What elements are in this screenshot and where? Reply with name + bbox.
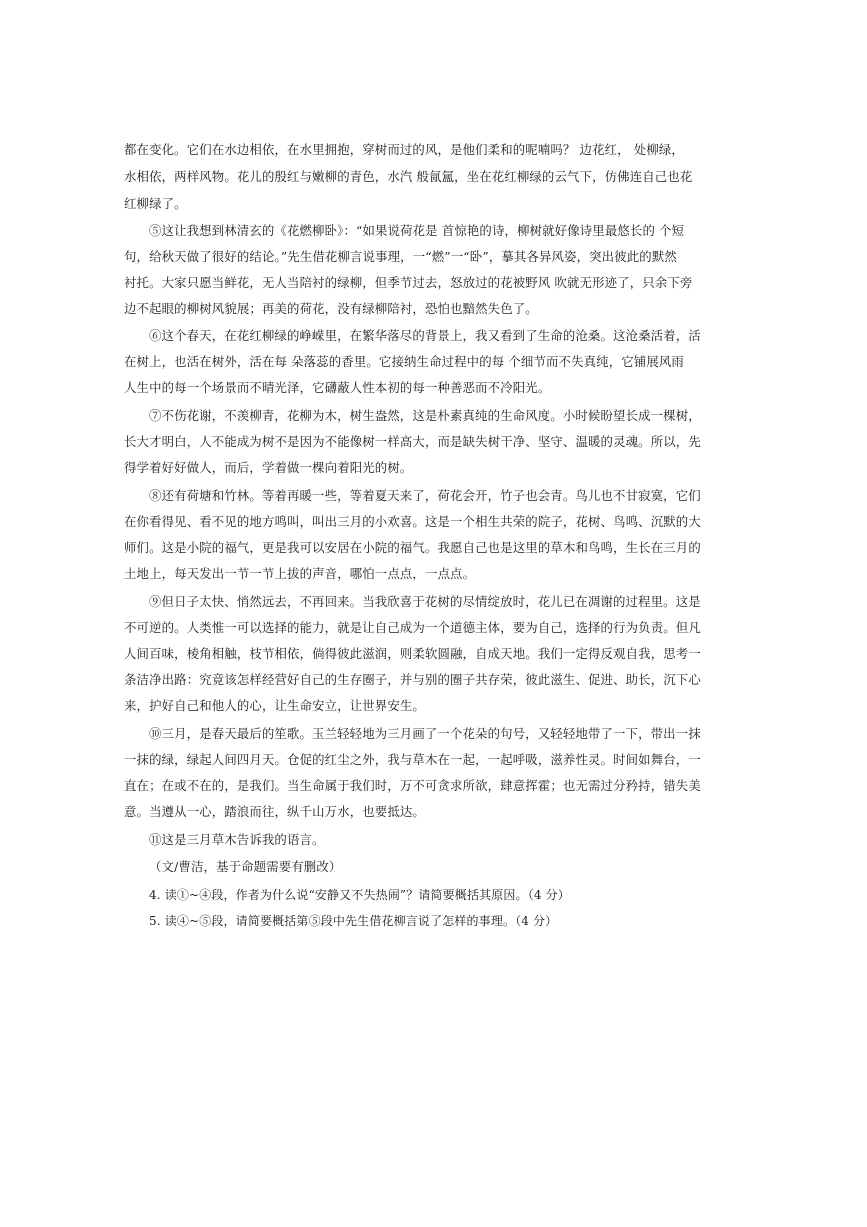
- passage-line: 人生中的每一个场景而不晴光泽，它礴蔽人性本初的每一种善恶而不冷阳光。: [124, 380, 551, 395]
- paragraph-10-line: ⑩三月，是春天最后的笙歌。玉兰轻轻地为三月画了一个花朵的句号，又轻轻地带了一下，带出一抹: [149, 726, 701, 741]
- passage-line: 来，护好自己和他人的心，让生命安立，让世界安生。: [124, 698, 425, 713]
- paragraph-5-line: ⑤这让我想到林清玄的《花燃柳卧》：“如果说荷花是 首惊艳的诗，柳树就好像诗里最悠长的 个短: [149, 223, 685, 238]
- passage-line: 意。当遵从一心，踏浪而往，纵千山万水，也要抵达。: [124, 804, 425, 819]
- paragraph-7-line: ⑦不伤花谢，不羡柳青，花柳为木，树生盎然，这是朴素真纯的生命风度。小时候盼望长成一棵树，: [149, 408, 701, 423]
- passage-line: 师们。这是小院的福气，更是我可以安居在小院的福气。我愿自己也是这里的草木和鸟鸣，生长在三月的: [124, 540, 701, 555]
- paragraph-8-line: ⑧还有荷塘和竹林。等着再暖一些，等着夏天来了，荷花会开，竹子也会青。鸟儿也不甘寂寞，它们: [149, 488, 701, 503]
- passage-line: 条洁净出路：究竟该怎样经营好自己的生存圈子，并与别的圈子共存荣，彼此滋生、促进、助长，沉下心: [124, 672, 701, 687]
- passage-line: 直在；在或不在的，是我们。当生命属于我们时，万不可贪求所欲，肆意挥霍；也无需过分矜持，错失美: [124, 778, 701, 793]
- passage-line: 得学着好好做人，而后，学着做一棵向着阳光的树。: [124, 460, 413, 475]
- question-4: 4. 读①~④段，作者为什么说“安静又不失热闹”？请简要概括其原因。（4 分）: [149, 888, 570, 902]
- source-note: （文/曹洁，基于命题需要有删改）: [149, 859, 342, 874]
- paragraph-11-line: ⑪这是三月草木告诉我的语言。: [149, 832, 325, 847]
- passage-line: 水相依，两样风物。花儿的殷红与嫩柳的青色，水汽 般氤氲，坐在花红柳绿的云气下，仿佛连自己也花: [124, 169, 693, 184]
- passage-line: 在树上，也活在树外，活在每 朵落蕊的香里。它接纳生命过程中的每 个细节而不失真纯，它铺展风雨: [124, 354, 684, 369]
- paragraph-9-line: ⑨但日子太快、悄然远去，不再回来。当我欣喜于花树的尽情绽放时，花儿已在凋谢的过程里。这是: [149, 594, 701, 609]
- passage-line: 一抹的绿，绿起人间四月天。仓促的红尘之外，我与草木在一起，一起呼吸，滋养性灵。时间如舞台，一: [124, 752, 701, 767]
- question-5: 5. 读④~⑤段，请简要概括第⑤段中先生借花柳言说了怎样的事理。（4 分）: [149, 914, 558, 928]
- passage-line: 句，给秋天做了很好的结论。”先生借花柳言说事理，一“燃”一“卧”，摹其各异风姿，突出彼此的默然: [124, 249, 677, 264]
- passage-line: 在你看得见、看不见的地方鸣叫，叫出三月的小欢喜。这是一个相生共荣的院子，花树、鸟鸣、沉默的大: [124, 514, 701, 529]
- paragraph-6-line: ⑥这个春天，在花红柳绿的峥嵘里，在繁华落尽的背景上，我又看到了生命的沧桑。这沧桑活着，活: [149, 328, 701, 343]
- passage-line: 土地上，每天发出一节一节上拔的声音，哪怕一点点，一点点。: [124, 566, 476, 581]
- passage-line: 衬托。大家只愿当鲜花，无人当陪衬的绿柳，但季节过去，怒放过的花被野风 吹就无形迹了，只余下旁: [124, 275, 693, 290]
- passage-line: 边不起眼的柳树风貌展；再美的荷花，没有绿柳陪衬，恐怕也黯然失色了。: [124, 301, 538, 316]
- passage-line: 长大才明白，人不能成为树不是因为不能像树一样高大，而是缺失树干净、坚守、温暖的灵魂。所以，先: [124, 434, 701, 449]
- passage-line: 红柳绿了。: [124, 196, 187, 211]
- passage-line: 都在变化。它们在水边相依，在水里拥抱，穿树而过的风，是他们柔和的呢喃吗？ 边花红， 处柳绿，: [124, 142, 684, 157]
- passage-line: 不可逆的。人类惟一可以选择的能力，就是让自己成为一个道德主体，要为自己，选择的行为负责。但凡: [124, 620, 701, 635]
- passage-line: 人间百味，棱角相触，枝节相依，倘得彼此滋润，则柔软圆融，自成天地。我们一定得反观自我，思考一: [124, 646, 701, 661]
